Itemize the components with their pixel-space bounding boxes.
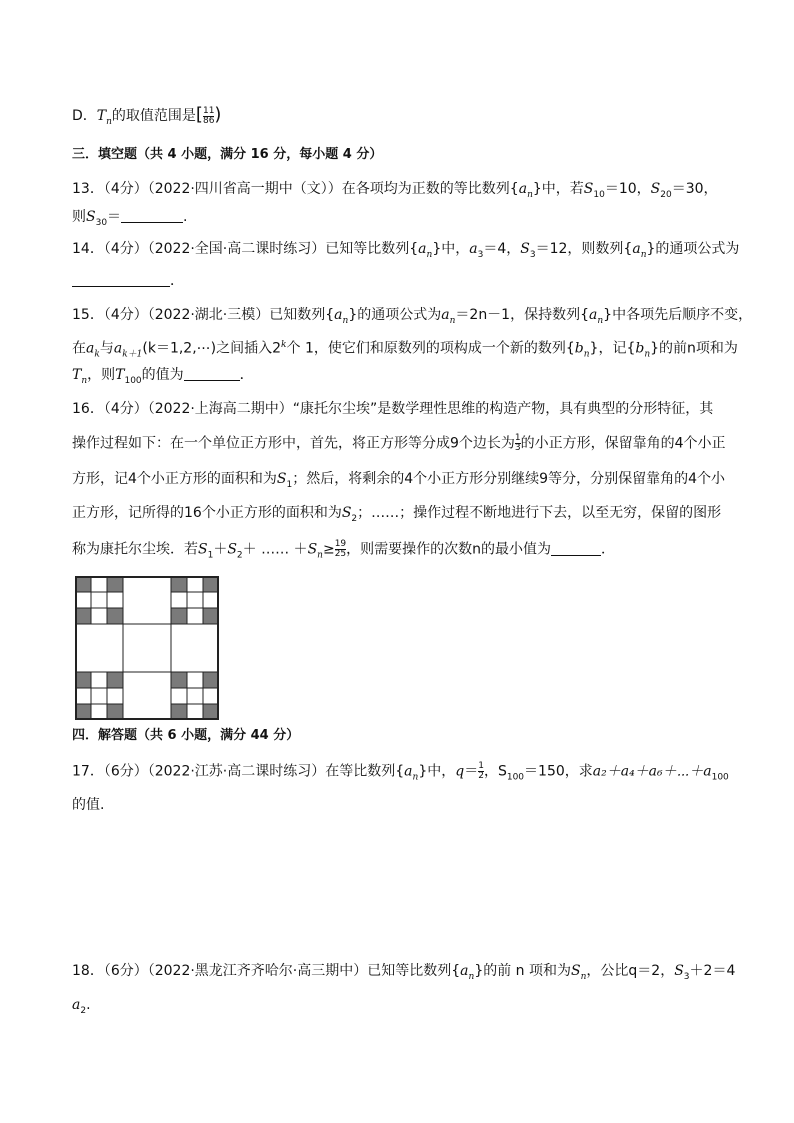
- removed-square: [91, 672, 107, 688]
- kept-square: [75, 576, 91, 592]
- removed-square: [107, 688, 123, 704]
- removed-square: [107, 592, 123, 608]
- question-18-line2: $a_2$.: [72, 997, 91, 1016]
- section-title: 四．解答题（共 6 小题，满分 44 分）: [72, 728, 300, 743]
- kept-square: [107, 608, 123, 624]
- fraction: $\frac{1}{2}$: [478, 761, 484, 781]
- fraction: $\frac{1}{3}$: [514, 433, 521, 453]
- removed-square: [171, 592, 187, 608]
- question-18: 18．（6分）（2022·黑龙江齐齐哈尔·高三期中）已知等比数列$\{a_n\}$的前 n 项和为$S_n$，公比q＝2，$S_3+2=4$: [72, 963, 736, 982]
- grid-cell: [171, 624, 219, 672]
- kept-square: [107, 576, 123, 592]
- kept-square: [171, 608, 187, 624]
- removed-square: [203, 592, 219, 608]
- option-letter: D．: [72, 108, 97, 124]
- question-15-line2: 在$a_k$与$a_{k+1}(k=1,2,\cdots)$之间插入2$^k$个 1，使它们和原数列的项构成一个新的数列$\{b_n\}$，记$\{b_n\}$的前n项和为: [72, 340, 738, 360]
- kept-square: [171, 704, 187, 720]
- removed-square: [91, 688, 107, 704]
- question-15: 15．（4分）（2022·湖北·三模）已知数列$\{a_n\}$的通项公式为$a_n=2n-1$，保持数列$\{a_n\}$中各项先后顺序不变，: [72, 307, 753, 326]
- kept-square: [203, 704, 219, 720]
- kept-square: [203, 576, 219, 592]
- answer-blank[interactable]: [121, 208, 183, 223]
- question-16-line3: 方形，记4个小正方形的面积和为$S_1$；然后，将剩余的4个小正方形分别继续9等分，分别保留靠角的4个小: [72, 471, 725, 490]
- cantor-dust-figure: [75, 576, 219, 724]
- fraction: $\frac{1}{8}$: [202, 105, 209, 126]
- question-15-line3: $T_n$，则$T_{100}$的值为 ．: [72, 367, 254, 386]
- fraction: $\frac{1}{6}$: [208, 105, 215, 126]
- question-14: 14．（4分）（2022·全国·高二课时练习）已知等比数列$\{a_n\}$中，$a_3=4$，$S_3=12$，则数列$\{a_n\}$的通项公式为: [72, 241, 740, 260]
- question-13-line2: 则$S_{30}=$ .: [72, 209, 188, 228]
- removed-square: [187, 688, 203, 704]
- removed-square: [187, 576, 203, 592]
- grid-cell: [123, 576, 171, 624]
- question-17-line2: 的值.: [72, 797, 105, 813]
- kept-square: [171, 576, 187, 592]
- question-16: 16．（4分）（2022·上海高二期中）“康托尔尘埃”是数学理性思维的构造产物，具有典型的分形特征，其: [72, 401, 714, 417]
- answer-blank[interactable]: [72, 272, 170, 287]
- answer-blank[interactable]: [184, 366, 240, 381]
- removed-square: [91, 592, 107, 608]
- question-16-line5: 称为康托尔尘埃．若$S_1+S_2+$ …… $+S_n\ge$ $\frac{19}{25}$ ，则需要操作的次数n的最小值为 ．: [72, 539, 616, 561]
- question-16-line4: 正方形，记所得的16个小正方形的面积和为$S_2$；……；操作过程不断地进行下去，以至无穷，保留的图形: [72, 505, 722, 524]
- grid-cell: [123, 672, 171, 720]
- question-16-line2: 操作过程如下：在一个单位正方形中，首先，将正方形等分成9个边长为 $\frac{1}{3}$ 的小正方形，保留靠角的4个小正: [72, 433, 726, 453]
- removed-square: [75, 592, 91, 608]
- removed-square: [187, 592, 203, 608]
- question-14-line2: ．: [72, 272, 184, 290]
- kept-square: [203, 672, 219, 688]
- kept-square: [107, 704, 123, 720]
- answer-blank[interactable]: [551, 541, 601, 556]
- kept-square: [107, 672, 123, 688]
- question-17: 17．（6分）（2022·江苏·高二课时练习）在等比数列$\{a_n\}$中，q＝ $\frac{1}{2}$ ，$S_{100}=150$，求$a_2+a_4+a_6+\cdots+a_{100}$: [72, 761, 729, 783]
- section-title: 三．填空题（共 4 小题，满分 16 分，每小题 4 分）: [72, 147, 383, 162]
- removed-square: [91, 576, 107, 592]
- kept-square: [171, 672, 187, 688]
- grid-cell: [123, 624, 171, 672]
- removed-square: [187, 672, 203, 688]
- removed-square: [187, 608, 203, 624]
- kept-square: [203, 608, 219, 624]
- option-d: D．$T_n$的取值范围是[ $\frac{1}{8}$ $\frac{1}{6}$ ): [72, 104, 222, 127]
- removed-square: [171, 688, 187, 704]
- removed-square: [91, 608, 107, 624]
- removed-square: [187, 704, 203, 720]
- question-13: 13．（4分）（2022·四川省高一期中（文））在各项均为正数的等比数列$\{a_n\}$中，若$S_{10}=10$，$S_{20}=30$，: [72, 181, 718, 200]
- removed-square: [75, 688, 91, 704]
- kept-square: [75, 608, 91, 624]
- kept-square: [75, 672, 91, 688]
- kept-square: [75, 704, 91, 720]
- cantor-dust-diagram: [75, 576, 219, 720]
- fraction: $\frac{19}{25}$: [334, 539, 347, 559]
- removed-square: [203, 688, 219, 704]
- grid-cell: [75, 624, 123, 672]
- removed-square: [91, 704, 107, 720]
